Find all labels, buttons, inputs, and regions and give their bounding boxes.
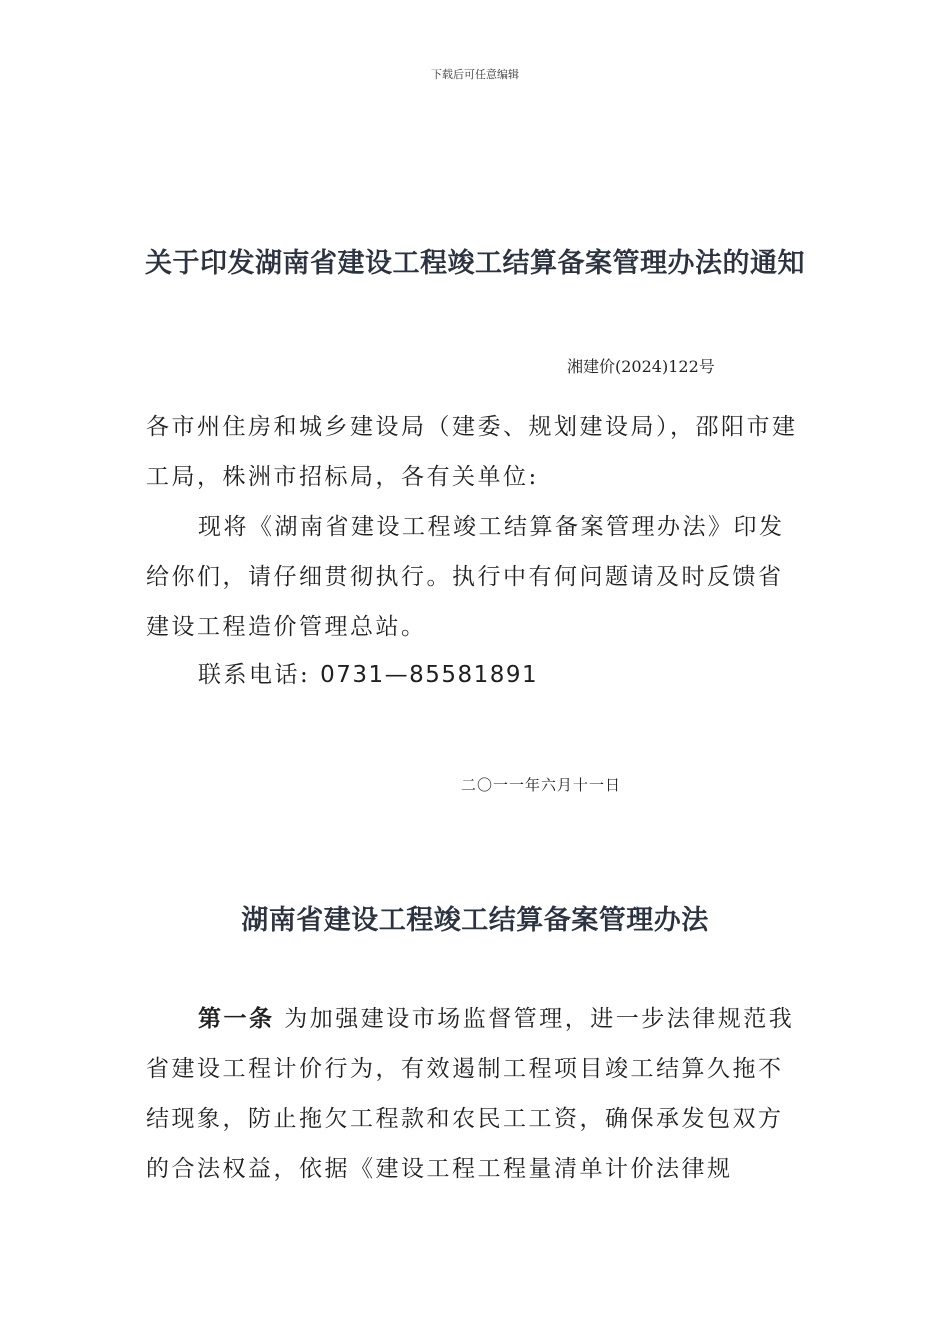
article-text: 为加强建设市场监督管理，进一步法律规范我省建设工程计价行为，有效遏制工程项目竣工结算久拖不结现象，防止拖欠工程款和农民工工资，确保承发包双方的合法权益，依据《建设工程工程量清单计价法律规 (146, 1006, 795, 1182)
contact-paragraph (146, 650, 806, 700)
issue-paragraph: 现将《湖南省建设工程竣工结算备案管理办法》印发给你们，请仔细贯彻执行。执行中有何问题请及时反馈省建设工程造价管理总站。 (146, 514, 785, 640)
document-number: 湘建价(2024)122号 (567, 357, 715, 376)
contact-phone: 0731—85581891 (320, 662, 539, 688)
addressee-paragraph: 各市州住房和城乡建设局（建委、规划建设局），邵阳市建工局，株洲市招标局，各有关单位: (146, 414, 798, 490)
notice-title: 关于印发湖南省建设工程竣工结算备案管理办法的通知 (145, 248, 805, 279)
header-note: 下载后可任意编辑 (431, 68, 519, 81)
article-label: 第一条 (198, 1006, 275, 1032)
issue-date: 二〇一一年六月十一日 (461, 776, 622, 794)
article-one-paragraph (146, 994, 806, 1194)
measures-title: 湖南省建设工程竣工结算备案管理办法 (241, 905, 709, 936)
contact-label: 联系电话: (198, 662, 321, 688)
